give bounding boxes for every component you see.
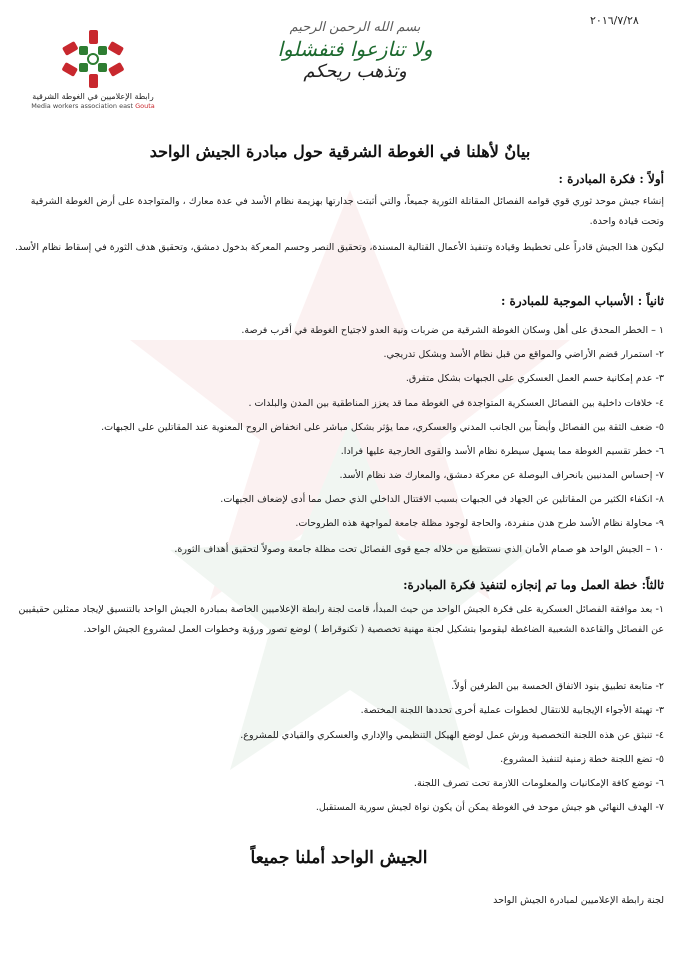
section1-paragraph-2: ليكون هذا الجيش قادراً على تخطيط وقيادة وتنفيذ الأعمال القتالية المسندة، وتحقيق النصر وحسم المعركة بدخول دمشق، وتحقيق هدف الثورة في إسقاط نظام الأسد. [14,242,664,253]
section2-item-8: ٨- انكفاء الكثير من المقاتلين عن الجهاد في الجبهات بسبب الاقتتال الداخلي الذي حصل مما أدى لإضعاف الجبهات. [220,494,664,505]
section2-item-5: ٥- ضعف الثقة بين الفصائل وأيضاً بين الجانب المدني والعسكري، مما يؤثر بشكل مباشر على انخفاض الروح المعنوية عند المقاتلين على الجبهات. [101,422,664,433]
basmala: بسم الله الرحمن الرحيم [289,20,421,35]
logo-name-english-text: Media workers association east [31,102,136,110]
section3-heading: ثالثاً: خطة العمل وما تم إنجازه لتنفيذ فكرة المبادرة: [403,578,664,592]
section3-item-4: ٤- تنبثق عن هذه اللجنة التخصصية ورش عمل لوضع الهيكل التنظيمي والإداري والعسكري والقيادي للمشروع. [240,730,664,741]
section3-item-6: ٦- توضع كافة الإمكانيات والمعلومات اللازمة تحت تصرف اللجنة. [413,778,664,789]
section3-paragraph-1: ١- بعد موافقة الفصائل العسكرية على فكرة الجيش الواحد من حيث المبدأ، قامت لجنة رابطة الإعلاميين الخاصة بمبادرة الجيش الواحد بالتنسيق لإيجاد ممثلين حقيقيين عن الفصائل والقاعدة الشعبية الضاغطة ليقوموا بتشكيل لجنة مهنية تخصصية ( تكنوقراط ) لوضع تصور ورؤية وخطوات العمل لمشروع الجيش الواحد. [18,604,664,635]
section2-item-3: ٣- عدم إمكانية حسم العمل العسكري على الجبهات بشكل متفرق. [405,373,664,384]
section2-item-2: ٢- استمرار قضم الأراضي والمواقع من قبل نظام الأسد وبشكل تدريجي. [383,349,664,360]
logo-name-english-highlight: Gouta [135,102,155,110]
section2-item-10: ١٠ – الجيش الواحد هو صمام الأمان الذي نستطيع من خلاله جمع قوى الفصائل تحت مظلة جامعة وصولاً لتحقيق أهداف الثورة. [174,544,664,555]
logo-name-english [18,102,168,110]
section3-item-5: ٥- تضع اللجنة خطة زمنية لتنفيذ المشروع. [500,754,664,765]
section2-item-4: ٤- خلافات داخلية بين الفصائل العسكرية المتواجدة في الغوطة مما قد يعزز المناطقية بين المدن والبلدات . [248,398,664,409]
section2-item-7: ٧- إحساس المدنيين بانحراف البوصلة عن معركة دمشق، والمعارك ضد نظام الأسد. [339,470,664,481]
section1-paragraph-1: إنشاء جيش موحد ثوري قوي قوامه الفصائل المقاتلة الثورية جميعاً، والتي أثبتت جدارتها بهزيمة نظام الأسد في عدة معارك ، والمتواجدة على أرض الغوطة الشرقية وتحت قيادة واحدة. [30,196,664,227]
section1-heading: أولاً : فكرة المبادرة : [558,172,664,186]
document-date: ٢٠١٦/٧/٢٨ [590,14,639,27]
section3-item-7: ٧- الهدف النهائي هو جيش موحد في الغوطة يمكن أن يكون نواة لجيش سورية المستقبل. [315,802,664,813]
association-logo-icon [57,28,129,90]
section2-item-9: ٩- محاولة نظام الأسد طرح هدن منفردة، والحاجة لوجود مظلة جامعة لمواجهة هذه الطروحات. [295,518,664,529]
logo-name-arabic: رابطة الإعلاميين في الغوطة الشرقية [32,92,154,101]
section3-item-3: ٣- تهيئة الأجواء الإيجابية للانتقال لخطوات عملية أخرى تحددها اللجنة المختصة. [360,705,664,716]
signature: لجنة رابطة الإعلاميين لمبادرة الجيش الواحد [493,895,664,906]
section2-heading: ثانياً : الأسباب الموجبة للمبادرة : [500,294,664,308]
verse-line-1: ولا تنازعوا فتفشلوا [277,37,433,61]
section3-item-2: ٢- متابعة تطبيق بنود الاتفاق الخمسة بين الطرفين أولاً. [451,681,664,692]
verse-line-2: وتذهب ريحكم [303,61,407,82]
verse-calligraphy [275,20,435,120]
document-title: بيانٌ لأهلنا في الغوطة الشرقية حول مبادرة الجيش الواحد [149,142,531,161]
section2-item-6: ٦- خطر تقسيم الغوطة مما يسهل سيطرة نظام الأسد والقوى الخارجية عليها فرادا. [340,446,664,457]
association-logo [18,28,168,138]
section2-item-1: ١ – الخطر المحدق على أهل وسكان الغوطة الشرقية من ضربات ونية العدو لاجتياح الغوطة في أقرب فرصة. [241,325,664,336]
closing-slogan: الجيش الواحد أملنا جميعاً [250,848,428,868]
